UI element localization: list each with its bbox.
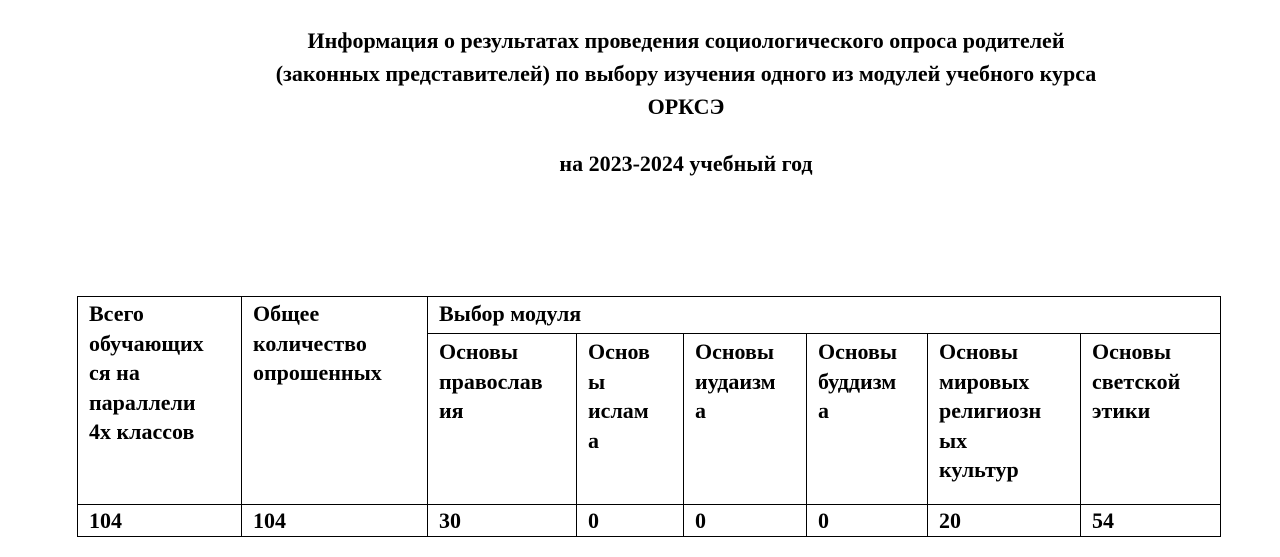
cell-total-surveyed: 104 [242,505,428,537]
cell-judaism-count: 0 [684,505,807,537]
header-module-islam: Основ ы ислам а [577,334,684,505]
header-module-judaism: Основы иудаизм а [684,334,807,505]
header-total-surveyed: Общее количество опрошенных [242,297,428,505]
academic-year-subtitle: на 2023-2024 учебный год [559,151,813,176]
title-line-1: Информация о результатах проведения социологического опроса родителей [307,28,1065,53]
cell-secular-ethics-count: 54 [1081,505,1221,537]
cell-total-students: 104 [78,505,242,537]
cell-orthodox-count: 30 [428,505,577,537]
table-row [78,505,1221,537]
cell-world-religions-count: 20 [928,505,1081,537]
table-header-row [78,297,1221,334]
title-line-2: (законных представителей) по выбору изучения одного из модулей учебного курса [275,61,1097,86]
title-line-3: ОРКСЭ [647,94,725,119]
cell-buddhism-count: 0 [807,505,928,537]
cell-islam-count: 0 [577,505,684,537]
header-module-secular-ethics: Основы светской этики [1081,334,1221,505]
header-module-orthodox: Основы православ ия [428,334,577,505]
header-module-buddhism: Основы буддизм а [807,334,928,505]
header-total-students: Всего обучающих ся на параллели 4х классов [78,297,242,505]
header-module-choice: Выбор модуля [428,297,1221,334]
survey-results-table [77,296,1221,537]
document-title [160,24,1212,123]
header-module-world-religions: Основы мировых религиозн ых культур [928,334,1081,505]
